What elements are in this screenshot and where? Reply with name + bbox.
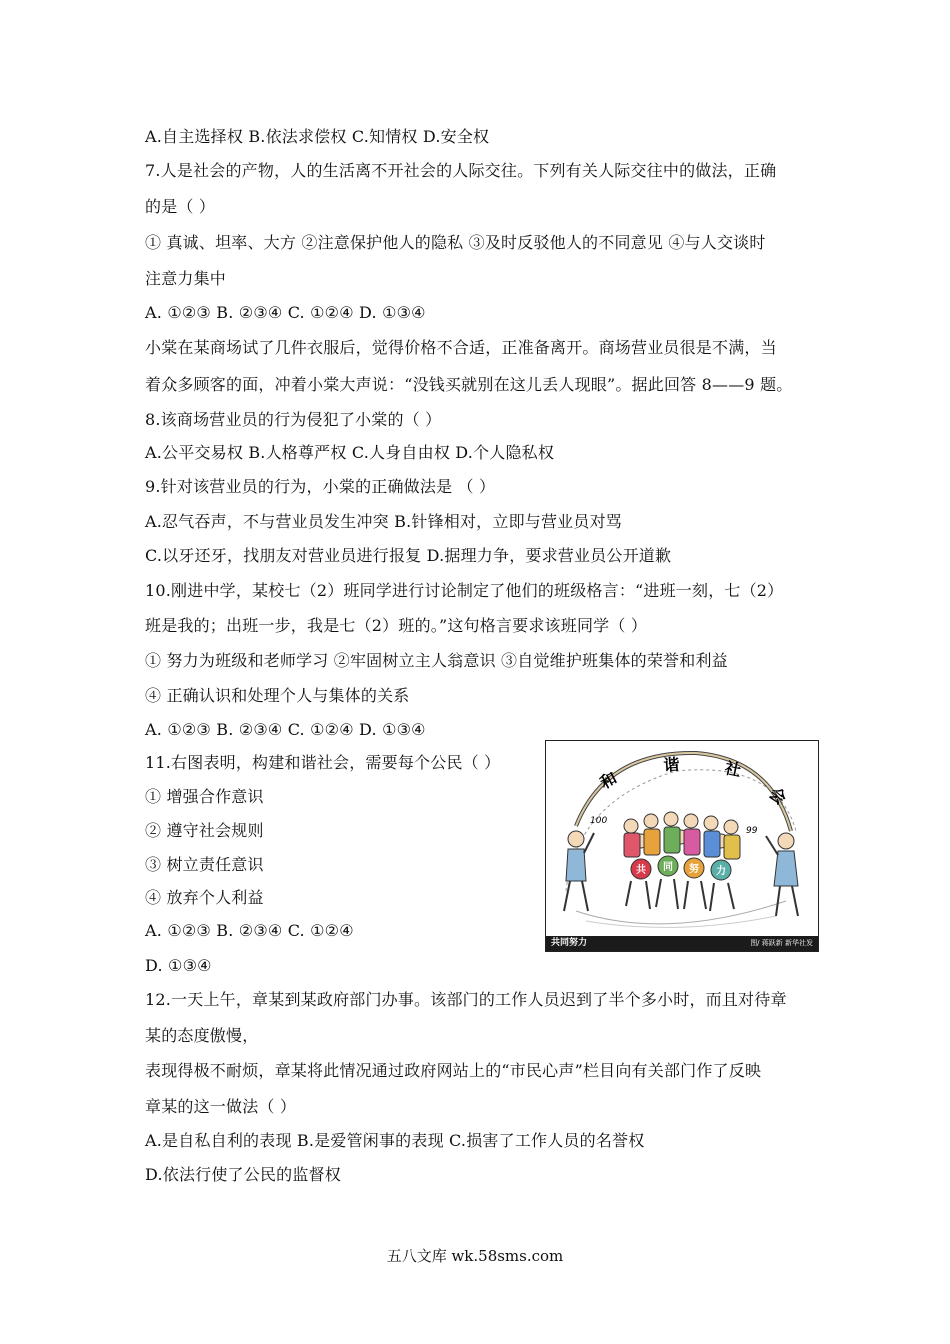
jumping-crowd — [624, 812, 740, 911]
rope-char-2: 谐 — [662, 754, 681, 775]
question-12-line-3: 表现得极不耐烦，章某将此情况通过政府网站上的“市民心声”栏目向有关部门作了反映 — [145, 1061, 762, 1080]
option-line-q6: A.自主选择权 B.依法求偿权 C.知情权 D.安全权 — [145, 127, 490, 146]
shirt-char-2: 同 — [663, 862, 673, 873]
question-8-options: A.公平交易权 B.人格尊严权 C.人身自由权 D.个人隐私权 — [145, 443, 555, 462]
question-12-line-4: 章某的这一做法（ ） — [145, 1097, 297, 1116]
question-11-options-abc: A. ①②③ B. ②③④ C. ①②④ — [145, 921, 354, 940]
question-10-items: ① 努力为班级和老师学习 ②牢固树立主人翁意识 ③自觉维护班集体的荣誉和利益 — [145, 651, 728, 670]
rope-char-1: 和 — [596, 768, 621, 793]
figure-caption-bar — [546, 936, 818, 951]
cartoon-illustration — [546, 741, 818, 936]
question-10-items-cont: ④ 正确认识和处理个人与集体的关系 — [145, 686, 410, 705]
question-11-item-4: ④ 放弃个人利益 — [145, 888, 264, 907]
material-line-2: 着众多顾客的面，冲着小棠大声说：“没钱买就别在这儿丢人现眼”。据此回答 8——9 题。 — [145, 375, 793, 394]
question-7-items-cont: 注意力集中 — [145, 269, 227, 288]
figure-caption: 共同努力 — [551, 938, 588, 948]
question-9-options-cd: C.以牙还牙，找朋友对营业员进行报复 D.据理力争，要求营业员公开道歉 — [145, 546, 672, 565]
question-11-option-d: D. ①③④ — [145, 956, 212, 975]
question-11-item-3: ③ 树立责任意识 — [145, 855, 264, 874]
shirt-char-1: 共 — [636, 865, 646, 876]
left-rope-holder — [564, 816, 607, 911]
question-12-options-abc: A.是自私自利的表现 B.是爱管闲事的表现 C.损害了工作人员的名誉权 — [145, 1131, 645, 1150]
right-tag: 99 — [746, 826, 758, 836]
question-7-items: ① 真诚、坦率、大方 ②注意保护他人的隐私 ③及时反驳他人的不同意见 ④与人交谈时 — [145, 233, 766, 252]
question-7-line-1: 7.人是社会的产物，人的生活离不开社会的人际交往。下列有关人际交往中的做法，正确 — [145, 161, 777, 180]
question-9: 9.针对该营业员的行为，小棠的正确做法是 （ ） — [145, 477, 496, 496]
shirt-char-4: 力 — [716, 866, 726, 877]
question-10-line-2: 班是我的；出班一步，我是七（2）班的。”这句格言要求该班同学（ ） — [145, 616, 648, 635]
question-11-item-1: ① 增强合作意识 — [145, 787, 264, 806]
question-7-line-2: 的是（ ） — [145, 197, 216, 216]
rope-char-3: 社 — [723, 758, 743, 781]
material-line-1: 小棠在某商场试了几件衣服后，觉得价格不合适，正准备离开。商场营业员很是不满，当 — [145, 338, 777, 357]
question-10-options: A. ①②③ B. ②③④ C. ①②④ D. ①③④ — [145, 720, 426, 739]
question-10-line-1: 10.刚进中学，某校七（2）班同学进行讨论制定了他们的班级格言：“进班一刻，七（2） — [145, 581, 784, 600]
question-7-options: A. ①②③ B. ②③④ C. ①②④ D. ①③④ — [145, 303, 426, 322]
question-12-option-d: D.依法行使了公民的监督权 — [145, 1165, 341, 1184]
question-8: 8.该商场营业员的行为侵犯了小棠的（ ） — [145, 410, 442, 429]
question-11-item-2: ② 遵守社会规则 — [145, 821, 264, 840]
figure-credit: 图/ 蒋跃新 新华社发 — [750, 939, 813, 947]
cartoon-figure — [545, 740, 819, 952]
question-11: 11.右图表明，构建和谐社会，需要每个公民（ ） — [145, 753, 501, 772]
question-12-line-2: 某的态度傲慢， — [145, 1026, 259, 1045]
page-footer: 五八文库 wk.58sms.com — [386, 1247, 564, 1265]
question-12-line-1: 12.一天上午，章某到某政府部门办事。该部门的工作人员迟到了半个多小时，而且对待章 — [145, 990, 787, 1009]
rope-arc — [576, 753, 791, 831]
rope-char-4: 会 — [765, 783, 790, 809]
question-9-options-ab: A.忍气吞声，不与营业员发生冲突 B.针锋相对，立即与营业员对骂 — [145, 512, 622, 531]
left-tag: 100 — [590, 816, 608, 826]
shirt-char-3: 努 — [689, 864, 699, 875]
right-rope-holder — [746, 826, 798, 916]
